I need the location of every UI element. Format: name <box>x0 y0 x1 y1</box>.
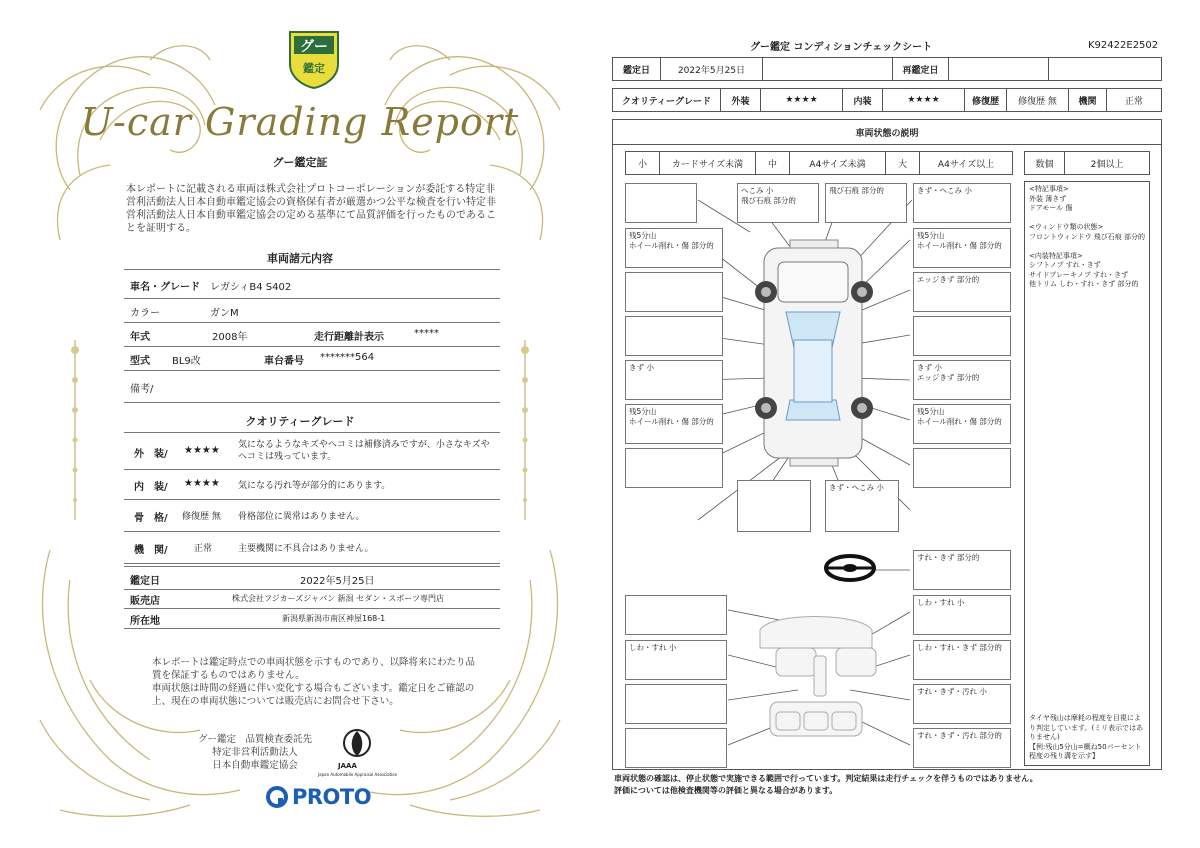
state-heading: 車両状態の説明 <box>613 120 1161 145</box>
jaaa-text: JAAA <box>338 762 357 770</box>
footer-organization: グー鑑定 品質検査委託先 特定非営利活動法人 日本自動車鑑定協会 <box>197 734 312 771</box>
spec-heading: 車両諸元内容 <box>267 252 333 265</box>
note-box-19: すれ・きず 部分的 <box>913 550 1011 590</box>
sheet-footer-2: 評価については他検査機関等の評価と異なる場合があります。 <box>614 786 838 795</box>
note-box-10 <box>913 316 1011 356</box>
jaaa-subtext: Japan Automobile Appraisal Association <box>318 772 398 777</box>
row-dealer <box>124 588 500 609</box>
condition-check-sheet <box>600 0 1200 848</box>
certificate-intro: 本レポートに記載される車両は株式会社プロトコーポレーションが委託する特定非営利活動法人日本自動車鑑定協会の資格保有者が厳選かつ公平な検査を行い特定非営利活動法人日本自動車鑑定協会の定める基準にて品質評価を行ったものであることを証明する。 <box>126 184 496 234</box>
frame-value: 修復歴 無 <box>182 512 221 522</box>
proto-logo-icon <box>266 786 288 808</box>
exterior-stars: ★★★★ <box>184 445 220 456</box>
note-box-22: しわ・すれ 小 <box>625 640 727 680</box>
sheet-title: グー鑑定 コンディションチェックシート <box>750 42 933 53</box>
special-notes: <特記事項> 外装 薄きず ドアモール 傷 <ウィンドウ類の状態> フロントウィンドウ 飛び石痕 部分的 <内装特記事項> シフトノブ すれ・きず サイドブレーキノブ すれ・きず 他トリム しわ・すれ・きず 部分的 <box>1029 185 1146 288</box>
spec-row-color <box>124 298 500 323</box>
interior-desc: 気になる汚れ等が部分的にあります。 <box>238 481 391 491</box>
proto-text: PROTO <box>292 785 372 809</box>
size-mid-desc: A4サイズ未満 <box>790 152 886 174</box>
size-small: 小 <box>626 152 660 174</box>
odo-value: ***** <box>414 328 439 339</box>
note-box-14: 残5分山 ホイール削れ・傷 部分的 <box>913 404 1011 444</box>
ext-label: 外装 <box>721 89 761 111</box>
note-box-12: きず 小 エッジきず 部分的 <box>913 360 1011 400</box>
sheet-date-value: 2022年5月25日 <box>661 58 763 80</box>
spec-row-model <box>124 346 500 371</box>
exterior-desc: 気になるようなキズやヘコミは補修済みですが、小さなキズやヘコミは残っています。 <box>238 440 490 462</box>
frame-desc: 骨格部位に異常はありません。 <box>238 512 365 522</box>
note-box-23: しわ・すれ・きず 部分的 <box>913 640 1011 680</box>
row-location <box>124 608 500 629</box>
note-box-25: すれ・きず・汚れ 小 <box>913 684 1011 724</box>
quality-row-engine <box>124 531 500 564</box>
exterior-label: 外 装/ <box>134 449 168 460</box>
model-label: 型式 <box>130 356 150 367</box>
dealer-value: 株式会社フジカーズジャパン 新潟 セダン・スポーツ専門店 <box>232 594 444 603</box>
certificate-title: U-car Grading Report <box>80 100 520 144</box>
dealer-label: 販売店 <box>130 596 160 607</box>
note-box-21: しわ・すれ 小 <box>913 595 1011 635</box>
tire-note: タイヤ残山は摩耗の程度を目視により判定しています。(ミリ表示ではありません) 【例:残山5分山=概ね50パーセント程度の残り溝を示す】 <box>1029 714 1144 760</box>
spec-row-year <box>124 322 500 347</box>
ext-value: ★★★★ <box>761 89 843 111</box>
repair-value: 修復歴 無 <box>1007 89 1069 111</box>
certificate-notice: 本レポートは鑑定時点での車両状態を示すものであり、以降将来にわたり品質を保証するものではありません。 車両状態は時間の経過に伴い変化する場合もございます。鑑定日をご確認の上、現在の車両状態については販売店にお問合せ下さい。 <box>152 657 476 707</box>
chassis-label: 車台番号 <box>264 356 304 367</box>
qg-label: クオリティーグレード <box>613 89 721 111</box>
note-box-8: エッジきず 部分的 <box>913 272 1011 312</box>
remarks-label: 備考/ <box>130 384 154 395</box>
engine-value: 正常 <box>1124 96 1143 107</box>
note-box-24 <box>625 684 727 724</box>
note-box-9 <box>625 316 723 356</box>
engine-desc: 主要機関に不具合はありません。 <box>238 544 374 554</box>
size-large: 大 <box>886 152 920 174</box>
note-box-6: 残5分山 ホイール削れ・傷 部分的 <box>913 228 1011 268</box>
goo-kantei-logo-icon <box>284 28 344 90</box>
frame-label: 骨 格/ <box>134 513 168 524</box>
note-box-13: 残5分山 ホイール削れ・傷 部分的 <box>625 404 723 444</box>
note-box-2: へこみ 小 飛び石痕 部分的 <box>737 183 819 223</box>
int-value: ★★★★ <box>883 89 965 111</box>
odo-label: 走行距離計表示 <box>314 332 384 343</box>
svg-text:鑑定: 鑑定 <box>303 62 325 75</box>
note-box-27: すれ・きず・汚れ 部分的 <box>913 728 1011 768</box>
location-value: 新潟県新潟市南区神屋168-1 <box>282 614 386 623</box>
note-box-15 <box>625 448 723 488</box>
size-mid: 中 <box>756 152 790 174</box>
row-date <box>124 566 500 590</box>
year-label: 年式 <box>130 332 150 343</box>
sheet-date-label: 鑑定日 <box>613 58 661 80</box>
quality-row-frame <box>124 499 500 532</box>
quality-heading: クオリティーグレード <box>245 415 355 428</box>
chassis-value: *******564 <box>320 352 375 363</box>
repair-label: 修復歴 <box>965 89 1007 111</box>
name-label: 車名・グレード <box>130 282 200 293</box>
certificate-subtitle: グー鑑定証 <box>272 156 328 169</box>
sheet-code: K92422E2502 <box>1088 40 1159 51</box>
count-label: 数個 <box>1025 152 1065 174</box>
size-small-desc: カードサイズ未満 <box>660 152 756 174</box>
note-box-16 <box>913 448 1011 488</box>
location-label: 所在地 <box>130 616 160 627</box>
note-box-3: 飛び石痕 部分的 <box>825 183 907 223</box>
color-value: ガンM <box>210 308 239 319</box>
note-box-18: きず・へこみ 小 <box>825 480 899 532</box>
note-box-11: きず 小 <box>625 360 723 400</box>
engine-label: 機 関/ <box>134 545 168 556</box>
note-box-7 <box>625 272 723 312</box>
int-label: 内装 <box>843 89 883 111</box>
color-label: カラー <box>130 308 160 319</box>
name-value: レガシィB4 S402 <box>210 282 292 293</box>
redate-label: 再鑑定日 <box>893 58 949 80</box>
year-value: 2008年 <box>212 332 248 343</box>
svg-text:グー: グー <box>300 39 328 55</box>
interior-stars: ★★★★ <box>184 478 220 489</box>
note-box-17 <box>737 480 811 532</box>
engine-value: 正常 <box>194 544 213 554</box>
size-large-desc: A4サイズ以上 <box>937 159 995 170</box>
sheet-footer-1: 車両状態の確認は、停止状態で実施できる範囲で行っています。判定結果は走行チェックを伴うものではありません。 <box>614 774 1038 783</box>
note-box-1 <box>625 183 697 223</box>
date-value: 2022年5月25日 <box>300 576 375 587</box>
quality-row-interior <box>124 469 500 500</box>
note-box-5: 残5分山 ホイール削れ・傷 部分的 <box>625 228 723 268</box>
spec-row-remarks <box>124 370 500 403</box>
note-box-4: きず・へこみ 小 <box>913 183 1011 223</box>
model-value: BL9改 <box>172 356 201 367</box>
quality-row-exterior <box>124 433 500 470</box>
note-box-20 <box>625 595 727 635</box>
engine-label: 機関 <box>1069 89 1107 111</box>
count-value: 2個以上 <box>1090 159 1124 170</box>
date-label: 鑑定日 <box>130 576 160 587</box>
interior-label: 内 装/ <box>134 482 168 493</box>
note-box-26 <box>625 728 727 768</box>
spec-row-name <box>124 270 500 299</box>
